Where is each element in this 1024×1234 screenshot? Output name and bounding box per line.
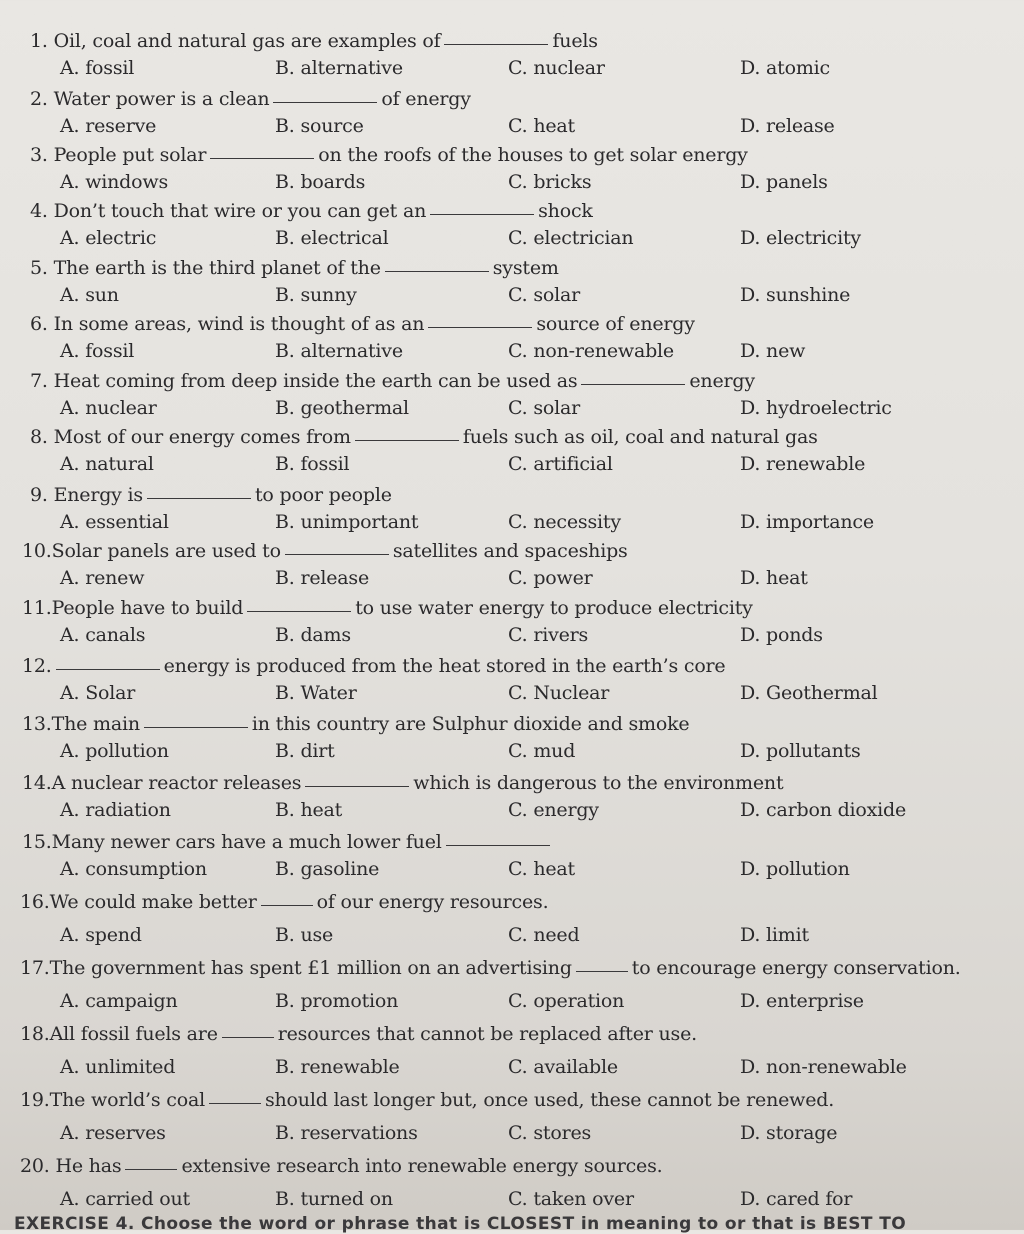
stem-text-after: resources that cannot be replaced after use. <box>277 1023 697 1045</box>
option-c: C. solar <box>508 397 581 419</box>
question-stem <box>22 595 753 621</box>
stem-text-before: A nuclear reactor releases <box>51 772 302 794</box>
question-stem <box>22 829 554 855</box>
option-d: D. pollutants <box>740 740 861 762</box>
option-b: B. turned on <box>275 1188 393 1210</box>
option-b: B. Water <box>275 682 357 704</box>
option-b: B. heat <box>275 799 343 821</box>
question-number: 9. <box>30 484 48 506</box>
option-b: B. dirt <box>275 740 335 762</box>
option-b: B. fossil <box>275 453 350 475</box>
question-stem <box>30 198 593 224</box>
option-a: A. reserves <box>60 1122 166 1144</box>
question-2 <box>0 86 1024 144</box>
option-b: B. dams <box>275 624 351 646</box>
question-number: 4. <box>30 200 48 222</box>
next-exercise-heading-cutoff: EXERCISE 4. Choose the word or phrase that is CLOSEST in meaning to or that is BEST TO <box>14 1214 907 1234</box>
question-number: 19. <box>20 1089 50 1111</box>
option-b: B. sunny <box>275 284 357 306</box>
question-stem <box>22 711 689 737</box>
question-stem <box>30 28 598 54</box>
question-stem <box>30 368 755 394</box>
option-c: C. nuclear <box>508 57 605 79</box>
option-c: C. necessity <box>508 511 621 533</box>
option-c: C. mud <box>508 740 576 762</box>
option-d: D. renewable <box>740 453 866 475</box>
question-stem <box>20 1153 662 1179</box>
option-a: A. renew <box>60 567 145 589</box>
question-stem <box>30 424 818 450</box>
option-c: C. operation <box>508 990 625 1012</box>
question-number: 11. <box>22 597 52 619</box>
stem-text-before: In some areas, wind is thought of as an <box>53 313 425 335</box>
stem-text-before: Most of our energy comes from <box>53 426 351 448</box>
option-b: B. promotion <box>275 990 399 1012</box>
option-a: A. sun <box>60 284 119 306</box>
stem-text-before: He has <box>55 1155 122 1177</box>
question-1 <box>0 28 1024 86</box>
option-a: A. fossil <box>60 57 135 79</box>
option-d: D. Geothermal <box>740 682 878 704</box>
option-d: D. limit <box>740 924 809 946</box>
question-number: 16. <box>20 891 50 913</box>
stem-text-after: fuels <box>552 30 598 52</box>
answer-blank <box>147 497 251 499</box>
question-stem <box>30 255 559 281</box>
question-number: 14. <box>22 772 52 794</box>
option-c: C. non-renewable <box>508 340 674 362</box>
option-b: B. gasoline <box>275 858 380 880</box>
option-d: D. sunshine <box>740 284 851 306</box>
question-number: 10. <box>22 540 52 562</box>
option-a: A. carried out <box>60 1188 190 1210</box>
question-stem <box>20 889 548 915</box>
question-8 <box>0 424 1024 482</box>
question-number: 1. <box>30 30 48 52</box>
question-13 <box>0 711 1024 769</box>
stem-text-before: All fossil fuels are <box>49 1023 218 1045</box>
stem-text-before: The government has spent £1 million on an advertising <box>49 957 572 979</box>
option-d: D. storage <box>740 1122 838 1144</box>
option-c: C. power <box>508 567 593 589</box>
option-c: C. artificial <box>508 453 613 475</box>
stem-text-before: Oil, coal and natural gas are examples of <box>53 30 441 52</box>
option-a: A. essential <box>60 511 169 533</box>
option-d: D. non-renewable <box>740 1056 907 1078</box>
question-number: 2. <box>30 88 48 110</box>
question-stem <box>20 1021 697 1047</box>
question-stem <box>20 955 961 981</box>
option-c: C. bricks <box>508 171 592 193</box>
answer-blank <box>273 101 377 103</box>
question-number: 5. <box>30 257 48 279</box>
question-number: 3. <box>30 144 48 166</box>
question-stem <box>30 142 748 168</box>
option-c: C. electrician <box>508 227 634 249</box>
option-b: B. electrical <box>275 227 389 249</box>
option-c: C. available <box>508 1056 618 1078</box>
option-b: B. unimportant <box>275 511 419 533</box>
stem-text-after: fuels such as oil, coal and natural gas <box>462 426 818 448</box>
question-4 <box>0 198 1024 256</box>
stem-text-before: The main <box>51 713 140 735</box>
option-b: B. reservations <box>275 1122 418 1144</box>
stem-text-before: Many newer cars have a much lower fuel <box>51 831 442 853</box>
option-a: A. spend <box>60 924 142 946</box>
stem-text-before: Heat coming from deep inside the earth can be used as <box>53 370 578 392</box>
option-c: C. heat <box>508 858 575 880</box>
option-c: C. stores <box>508 1122 592 1144</box>
stem-text-after: energy is produced from the heat stored in the earth’s core <box>163 655 726 677</box>
question-number: 7. <box>30 370 48 392</box>
question-number: 18. <box>20 1023 50 1045</box>
option-d: D. pollution <box>740 858 850 880</box>
option-b: B. geothermal <box>275 397 409 419</box>
option-a: A. pollution <box>60 740 169 762</box>
option-b: B. boards <box>275 171 366 193</box>
option-a: A. electric <box>60 227 157 249</box>
answer-blank <box>430 213 534 215</box>
stem-text-after: of our energy resources. <box>316 891 549 913</box>
question-stem <box>30 311 695 337</box>
question-16 <box>0 889 1024 947</box>
option-d: D. hydroelectric <box>740 397 892 419</box>
option-d: D. importance <box>740 511 874 533</box>
option-a: A. natural <box>60 453 154 475</box>
question-stem <box>22 653 725 679</box>
answer-blank <box>285 553 389 555</box>
answer-blank <box>305 785 409 787</box>
question-stem <box>22 770 783 796</box>
question-6 <box>0 311 1024 369</box>
answer-blank <box>247 610 351 612</box>
stem-text-after: should last longer but, once used, these cannot be renewed. <box>264 1089 835 1111</box>
stem-text-after: in this country are Sulphur dioxide and smoke <box>251 713 690 735</box>
option-b: B. alternative <box>275 340 403 362</box>
stem-text-before: Water power is a clean <box>53 88 270 110</box>
answer-blank <box>446 844 550 846</box>
option-d: D. release <box>740 115 835 137</box>
stem-text-before: Energy is <box>53 484 143 506</box>
option-d: D. heat <box>740 567 808 589</box>
answer-blank <box>444 43 548 45</box>
stem-text-before: We could make better <box>49 891 257 913</box>
option-c: C. rivers <box>508 624 589 646</box>
question-stem <box>22 538 628 564</box>
stem-text-after: of energy <box>381 88 471 110</box>
answer-blank <box>125 1168 177 1170</box>
question-number: 6. <box>30 313 48 335</box>
stem-text-before: People put solar <box>53 144 207 166</box>
question-9 <box>0 482 1024 540</box>
option-c: C. energy <box>508 799 599 821</box>
stem-text-after: on the roofs of the houses to get solar energy <box>318 144 748 166</box>
stem-text-after: energy <box>689 370 755 392</box>
answer-blank <box>576 970 628 972</box>
option-d: D. cared for <box>740 1188 853 1210</box>
stem-text-after: satellites and spaceships <box>392 540 628 562</box>
answer-blank <box>209 1102 261 1104</box>
stem-text-after: which is dangerous to the environment <box>413 772 784 794</box>
option-a: A. consumption <box>60 858 207 880</box>
option-a: A. fossil <box>60 340 135 362</box>
option-d: D. panels <box>740 171 828 193</box>
question-17 <box>0 955 1024 1013</box>
answer-blank <box>385 270 489 272</box>
question-number: 15. <box>22 831 52 853</box>
question-20 <box>0 1153 1024 1211</box>
stem-text-after: to use water energy to produce electricity <box>355 597 753 619</box>
question-number: 8. <box>30 426 48 448</box>
question-18 <box>0 1021 1024 1079</box>
option-b: B. alternative <box>275 57 403 79</box>
question-number: 20. <box>20 1155 50 1177</box>
stem-text-before: The world’s coal <box>49 1089 205 1111</box>
stem-text-after: extensive research into renewable energy sources. <box>181 1155 663 1177</box>
option-a: A. Solar <box>60 682 136 704</box>
option-c: C. heat <box>508 115 575 137</box>
option-a: A. reserve <box>60 115 157 137</box>
question-stem <box>30 86 471 112</box>
option-d: D. atomic <box>740 57 830 79</box>
question-15 <box>0 829 1024 887</box>
stem-text-after: to encourage energy conservation. <box>631 957 961 979</box>
stem-text-after: system <box>492 257 559 279</box>
question-7 <box>0 368 1024 426</box>
stem-text-after: shock <box>538 200 593 222</box>
option-a: A. campaign <box>60 990 178 1012</box>
option-a: A. radiation <box>60 799 171 821</box>
question-number: 12. <box>22 655 52 677</box>
question-number: 17. <box>20 957 50 979</box>
question-stem <box>20 1087 834 1113</box>
option-d: D. carbon dioxide <box>740 799 907 821</box>
stem-text-before: The earth is the third planet of the <box>53 257 381 279</box>
option-d: D. enterprise <box>740 990 864 1012</box>
question-12 <box>0 653 1024 711</box>
stem-text-before: People have to build <box>51 597 244 619</box>
answer-blank <box>261 904 313 906</box>
answer-blank <box>56 668 160 670</box>
answer-blank <box>355 439 459 441</box>
option-b: B. source <box>275 115 364 137</box>
stem-text-after: source of energy <box>536 313 695 335</box>
question-5 <box>0 255 1024 313</box>
question-14 <box>0 770 1024 828</box>
option-a: A. windows <box>60 171 168 193</box>
option-b: B. release <box>275 567 370 589</box>
option-d: D. new <box>740 340 806 362</box>
question-stem <box>30 482 392 508</box>
option-b: B. use <box>275 924 334 946</box>
option-d: D. electricity <box>740 227 861 249</box>
option-c: C. need <box>508 924 580 946</box>
question-3 <box>0 142 1024 200</box>
question-number: 13. <box>22 713 52 735</box>
answer-blank <box>144 726 248 728</box>
option-a: A. canals <box>60 624 146 646</box>
answer-blank <box>222 1036 274 1038</box>
option-a: A. nuclear <box>60 397 157 419</box>
option-b: B. renewable <box>275 1056 400 1078</box>
question-11 <box>0 595 1024 653</box>
stem-text-before: Solar panels are used to <box>51 540 281 562</box>
stem-text-before: Don’t touch that wire or you can get an <box>53 200 427 222</box>
option-c: C. taken over <box>508 1188 634 1210</box>
question-19 <box>0 1087 1024 1145</box>
answer-blank <box>210 157 314 159</box>
answer-blank <box>428 326 532 328</box>
option-c: C. solar <box>508 284 581 306</box>
answer-blank <box>581 383 685 385</box>
stem-text-after: to poor people <box>254 484 392 506</box>
option-a: A. unlimited <box>60 1056 176 1078</box>
question-10 <box>0 538 1024 596</box>
option-c: C. Nuclear <box>508 682 610 704</box>
option-d: D. ponds <box>740 624 823 646</box>
